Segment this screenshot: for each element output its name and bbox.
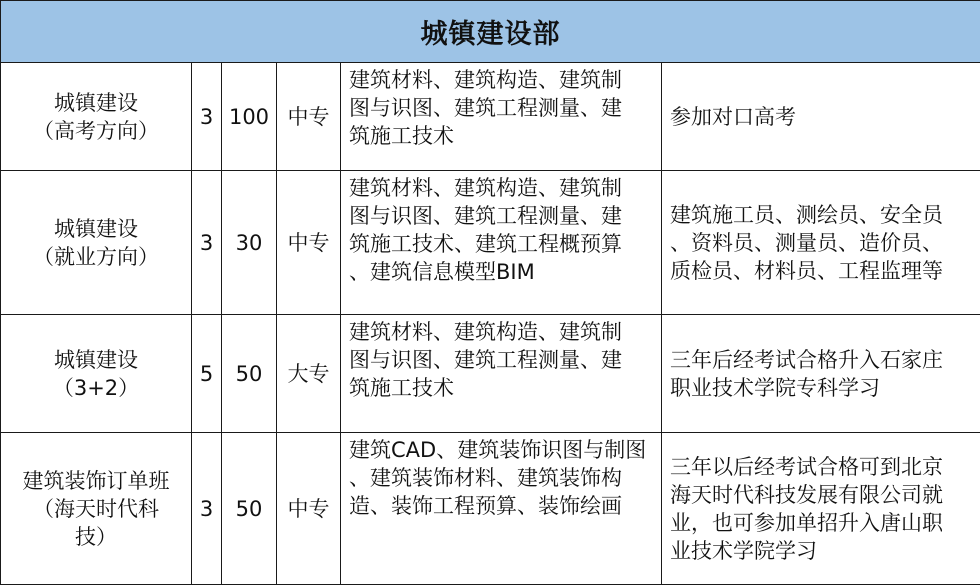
years-cell: 5 — [192, 315, 222, 433]
major-name: 城镇建设 — [1, 89, 191, 117]
major-name: 建筑装饰订单班 — [1, 467, 191, 495]
level-cell: 大专 — [277, 315, 341, 433]
quota-cell: 50 — [222, 433, 277, 585]
major-note: （3+2） — [1, 374, 191, 402]
major-note: （海天时代科 — [1, 495, 191, 523]
destination-cell: 建筑施工员、测绘员、安全员 、资料员、测量员、造价员、 质检员、材料员、工程监理等 — [662, 171, 980, 315]
destination-cell: 参加对口高考 — [662, 63, 980, 171]
major-note: （高考方向） — [1, 117, 191, 145]
quota-cell: 50 — [222, 315, 277, 433]
major-cell — [1, 171, 192, 315]
major-cell — [1, 315, 192, 433]
major-note-cont: 技） — [1, 523, 191, 551]
courses-cell: 建筑材料、建筑构造、建筑制 图与识图、建筑工程测量、建 筑施工技术、建筑工程概预算 、建筑信息模型BIM — [341, 171, 662, 315]
years-cell: 3 — [192, 63, 222, 171]
major-note: （就业方向） — [1, 243, 191, 271]
table-row — [1, 315, 980, 433]
courses-cell: 建筑材料、建筑构造、建筑制 图与识图、建筑工程测量、建 筑施工技术 — [341, 315, 662, 433]
major-name: 城镇建设 — [1, 215, 191, 243]
table-row — [1, 171, 980, 315]
major-name: 城镇建设 — [1, 346, 191, 374]
major-cell — [1, 433, 192, 585]
quota-cell: 30 — [222, 171, 277, 315]
level-cell: 中专 — [277, 433, 341, 585]
years-cell: 3 — [192, 433, 222, 585]
quota-cell: 100 — [222, 63, 277, 171]
years-cell: 3 — [192, 171, 222, 315]
level-cell: 中专 — [277, 63, 341, 171]
table-row — [1, 63, 980, 171]
destination-cell: 三年后经考试合格升入石家庄 职业技术学院专科学习 — [662, 315, 980, 433]
table-row — [1, 433, 980, 585]
major-cell — [1, 63, 192, 171]
courses-cell: 建筑CAD、建筑装饰识图与制图 、建筑装饰材料、建筑装饰构 造、装饰工程预算、装饰绘画 — [341, 433, 662, 585]
level-cell: 中专 — [277, 171, 341, 315]
destination-cell: 三年以后经考试合格可到北京 海天时代科技发展有限公司就 业，也可参加单招升入唐山职 业技术学院学习 — [662, 433, 980, 585]
department-title: 城镇建设部 — [1, 1, 980, 63]
courses-cell: 建筑材料、建筑构造、建筑制 图与识图、建筑工程测量、建 筑施工技术 — [341, 63, 662, 171]
